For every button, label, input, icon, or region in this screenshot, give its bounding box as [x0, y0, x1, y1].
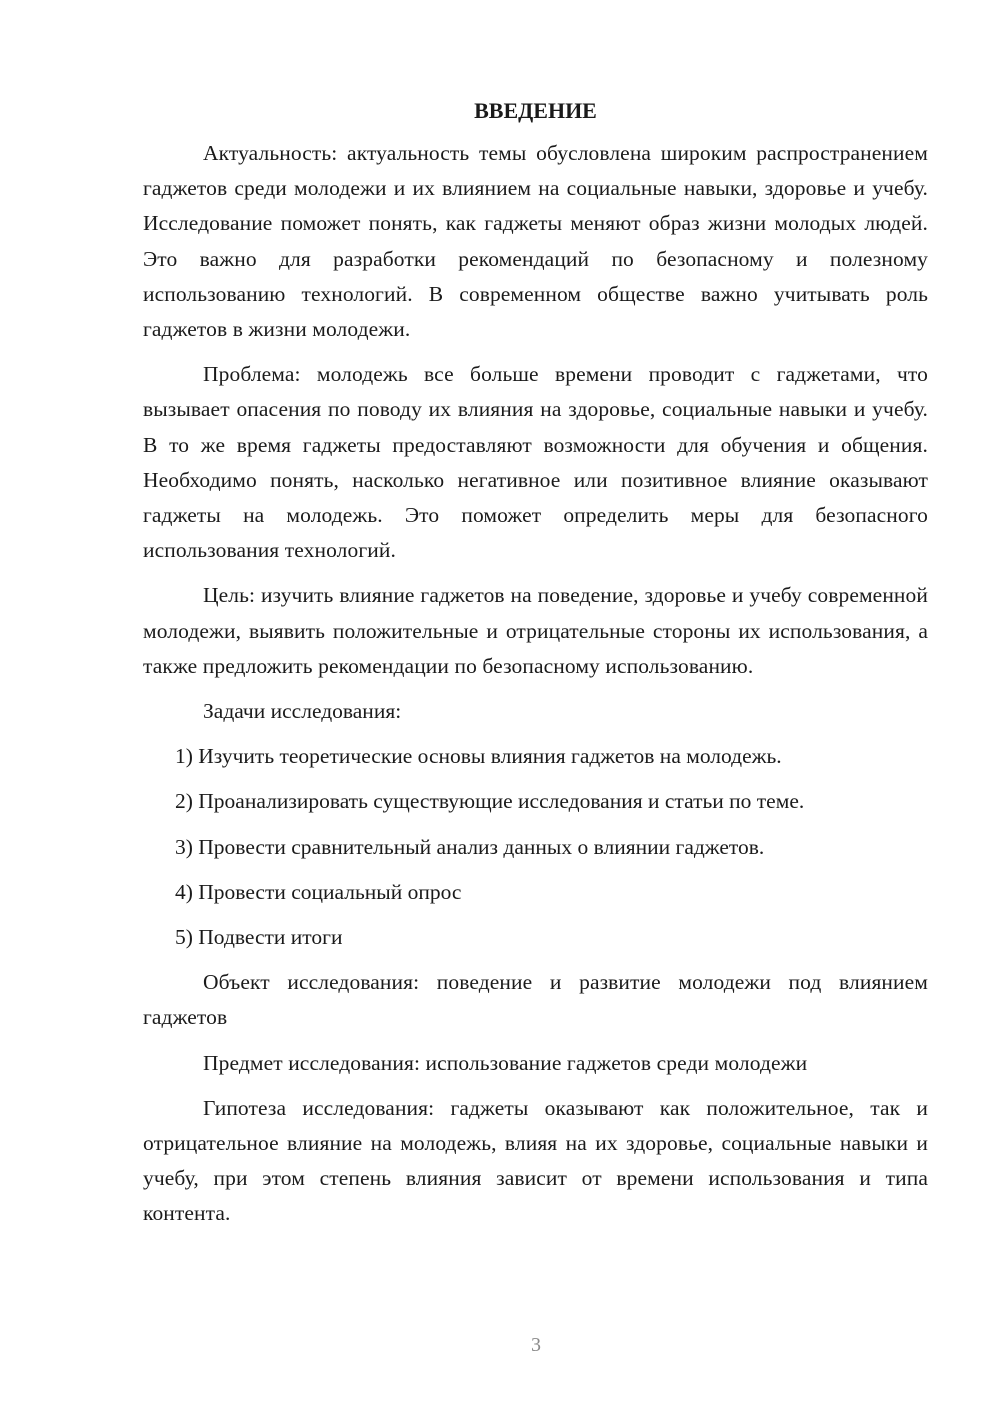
task-item: 1) Изучить теоретические основы влияния гаджетов на молодежь. [175, 744, 782, 769]
task-item: 4) Провести социальный опрос [175, 879, 462, 904]
page-number: 3 [531, 1334, 541, 1356]
tasks-list [143, 739, 928, 955]
tasks-heading: Задачи исследования: [203, 699, 402, 724]
goal-paragraph: Цель: изучить влияние гаджетов на поведение, здоровье и учебу современной молодежи, выявить положительные и отрицательные стороны их использования, а также предложить рекомендации по безопасному использованию. [143, 583, 928, 678]
task-item: 3) Провести сравнительный анализ данных о влиянии гаджетов. [175, 834, 765, 859]
hypothesis-paragraph: Гипотеза исследования: гаджеты оказывают как положительное, так и отрицательное влияние на молодежь, влияя на их здоровье, социальные навыки и учебу, при этом степень влияния зависит от времени использования и типа контента. [143, 1095, 928, 1226]
document-page [143, 95, 928, 1242]
task-item: 2) Проанализировать существующие исследования и статьи по теме. [175, 789, 805, 814]
subject-paragraph: Предмет исследования: использование гаджетов среди молодежи [203, 1050, 808, 1075]
object-paragraph: Объект исследования: поведение и развитие молодежи под влиянием гаджетов [143, 970, 928, 1030]
relevance-paragraph: Актуальность: актуальность темы обусловлена широким распространением гаджетов среди молодежи и их влиянием на социальные навыки, здоровье и учебу. Исследование поможет понять, как гаджеты меняют образ жизни молодых людей. Это важно для разработки рекомендаций по безопасному и полезному использованию технологий. В современном обществе важно учитывать роль гаджетов в жизни молодежи. [143, 141, 928, 342]
task-item: 5) Подвести итоги [175, 925, 343, 950]
page-title: ВВЕДЕНИЕ [474, 98, 597, 123]
problem-paragraph: Проблема: молодежь все больше времени проводит с гаджетами, что вызывает опасения по поводу их влияния на здоровье, социальные навыки и учебу. В то же время гаджеты предоставляют возможности для обучения и общения. Необходимо понять, насколько негативное или позитивное влияние оказывают гаджеты на молодежь. Это поможет определить меры для безопасного использования технологий. [143, 362, 928, 563]
